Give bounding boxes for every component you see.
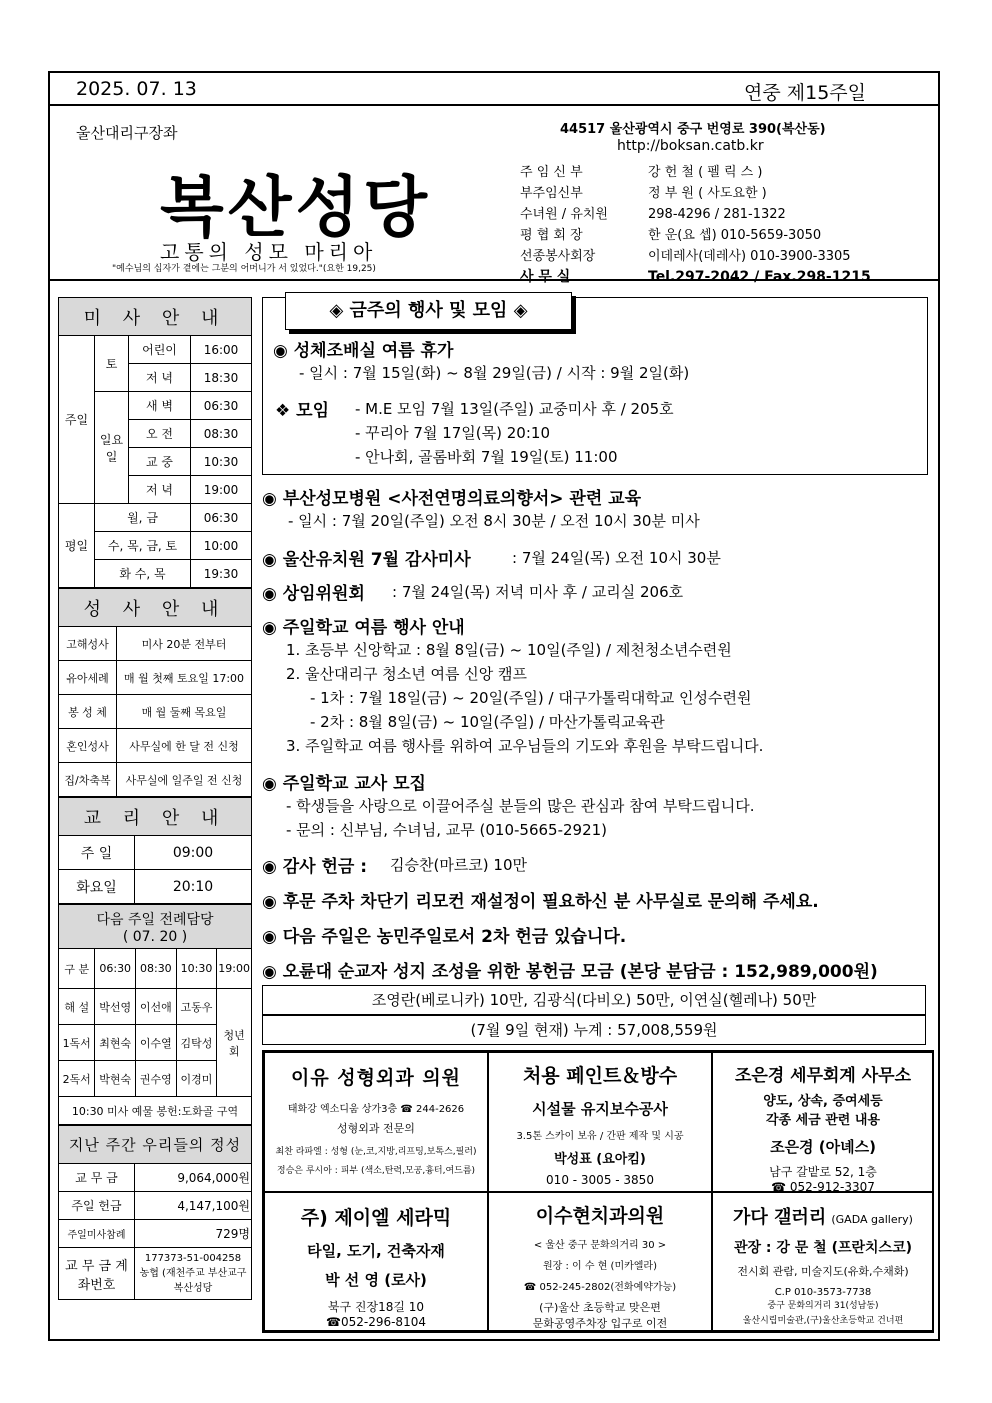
sacrament-table: 성 사 안 내 고해성사 미사 20분 전부터 유아세례 매 월 첫째 토요일 17:00 봉 성 체 매 월 둘째 목요일 혼인성사 사무실에 한 달 전 신청 집/차축복 사무실에 일주일 전 신청 xyxy=(58,588,252,797)
contact-row: 선종봉사회장 이데레사(데레사) 010-3900-3305 xyxy=(520,249,851,264)
contact-row: 평 협 회 장 한 운(요 셉) 010-5659-3050 xyxy=(520,228,822,243)
contact-row: 부주임신부 정 부 원 ( 사도요한 ) xyxy=(520,186,767,201)
contact-row: 사 무 실 Tel.297-2042 / Fax.298-1215 xyxy=(520,269,871,285)
bulletin-frame: 2025. 07. 13 연중 제15주일 울산대리구장좌 복산성당 고통의 성모 마리아 "예수님의 십자가 곁에는 그분의 어머니가 서 있었다."(요한 19,25) 44517 울산광역시 중구 번영로 390(복산동) http://boksan.catb.kr 주 임 신 부 강 헌 철 ( 펠 릭 스 ) 부주임신부 정 부 원 ( 사도요한 ) 수녀원 / 유치원 298-4296 / 281-1322 평 협 회 장 한 운(요 셉) 010-5659-3050 선종봉사회장 이데레사(데레사) 010-3900-3305 사 무 실 Tel.297-2042 / Fax.298-1215 미 사 안 내 주일 토 어린이 16:00 저 녁 18:30 일요일 새 벽 06:30 오 전 08:30 교 중 10:30 저 녁 19:00 평일 월, 금 06:30 수, 목, 금, 토 10:00 화 수, 목 19:30 성 사 안 내 고해성사 미사 20분 전부터 유아세례 매 월 첫째 토요일 17:00 봉 성 체 매 월 둘째 목요일 혼인성사 사무실에 한 달 전 신청 집/차축복 사무실에 일주일 전 신청 교 리 안 내 주 일 09:00 화요일 20:10 다음 주일 전례담당 ( 07. 20 ) 구 분 06:30 08:30 10:30 19:00 해 설 박선영 이선애 고동우 청년회 1독서 최현숙 이수열 김탁성 2독서 박현숙 권수영 이경미 10:30 미사 예물 봉헌:도화골 구역 지난 주간 우리들의 정성 교 무 금 9,064,000원 주일 헌금 4,147,100원 주일미사참례 729명 교 무 금 계좌번호 177373-51-004258 농협 (재천주교 부산교구 복산성당 ◈ 금주의 행사 및 모임 ◈ ◉ 성체조배실 여름 휴가 - 일시 : 7월 15일(화) ~ 8월 29일(금) / 시작 : 9월 2일(화) ❖ 모임 - M.E 모임 7월 13일(주일) 교중미사 후 / 205호 - 꾸리아 7월 17일(목) 20:10 - 안나회, 골롬바회 7월 19일(토) 11:00 ◉ 부산성모병원 <사전연명의료의향서> 관련 교육 - 일시 : 7월 20일(주일) 오전 8시 30분 / 오전 10시 30분 미사 ◉ 울산유치원 7월 감사미사 : 7월 24일(목) 오전 10시 30분 ◉ 상임위원회 : 7월 24일(목) 저녁 미사 후 / 교리실 206호 ◉ 주일학교 여름 행사 안내 1. 초등부 신앙학교 : 8월 8일(금) ~ 10일(주일) / 제천청소년수련원 2. 울산대리구 청소년 여름 신앙 캠프 - 1차 : 7월 18일(금) ~ 20일(주일) / 대구가톨릭대학교 인성수련원 - 2차 : 8월 8일(금) ~ 10일(주일) / 마산가톨릭교육관 3. 주일학교 여름 행사를 위하여 교우님들의 기도와 후원을 부탁드립니다. ◉ 주일학교 교사 모집 - 학생들을 사랑으로 이끌어주실 분들의 많은 관심과 참여 부탁드립니다. - 문의 : 신부님, 수녀님, 교무 (010-5665-2921) ◉ 감사 헌금 : 김승찬(마르코) 10만 ◉ 후문 주차 차단기 리모컨 재설정이 필요하신 분 사무실로 문의해 주세요. ◉ 다음 주일은 농민주일로서 2차 헌금 있습니다. ◉ 오륜대 순교자 성지 조성을 위한 봉헌금 모금 (본당 분담금 : 152,989,000원) 조영란(베로니카) 10만, 김광식(다비오) 50만, 이연실(헬레나) 50만 (7월 9일 현재) 누계 : 57,008,559원 이유 성형외과 의원 태화강 엑소디움 상가3층 ☎ 244-2626 성형외과 전문의 최찬 라파엘 : 성형 (눈,코,지방,리프팅,보톡스,필러) 정승은 루시아 : 피부 (색소,탄력,모공,흉터,여드름) 처용 페인트＆방수 시설물 유지보수공사 3.5톤 스카이 보유 / 간판 제작 및 시공 박성표 (요아킴) 010 - 3005 - 3850 조은경 세무회계 사무소 양도, 상속, 증여세등 각종 세금 관련 내용 조은경 (아녜스) 남구 갈밭로 52, 1층 ☎ 052-912-3307 주) 제이엘 세라믹 타일, 도기, 건축자재 박 선 영 (로사) 북구 진장18길 10 ☎052-296-8104 이수현치과의원 < 울산 중구 문화의거리 30 > 원장 : 이 수 현 (미카엘라) ☎ 052-245-2802(전화예약가능) (구)울산 초등학교 맞은편 문화공영주차장 입구로 이전 가다 갤러리 (GADA gallery) 관장 : 강 문 철 (프란치스코) 전시회 관람, 미술지도(유화,수채화) C.P 010-3573-7738 중구 문화의거리 31(성남동) 울산시립미술관,(구)울산초등학교 건너편 xyxy=(48,71,940,1341)
ad-tax: 조은경 세무회계 사무소 양도, 상속, 증여세등 각종 세금 관련 내용 조은경 (아녜스) 남구 갈밭로 52, 1층 ☎ 052-912-3307 xyxy=(712,1052,934,1192)
website-link[interactable]: http://boksan.catb.kr xyxy=(617,138,764,154)
ad-ceramic: 주) 제이엘 세라믹 타일, 도기, 건축자재 박 선 영 (로사) 북구 진장18길 10 ☎052-296-8104 xyxy=(264,1192,488,1331)
bulletin-date: 2025. 07. 13 xyxy=(76,78,197,100)
mass-table: 미 사 안 내 주일 토 어린이 16:00 저 녁 18:30 일요일 새 벽 06:30 오 전 08:30 교 중 10:30 저 녁 19:00 평일 월, 금 06:30 수, 목, 금, 토 10:00 화 수, 목 19:30 xyxy=(58,297,252,588)
ads-grid xyxy=(262,1050,934,1333)
events-title: ◈ 금주의 행사 및 모임 ◈ xyxy=(285,292,572,330)
contact-row: 수녀원 / 유치원 298-4296 / 281-1322 xyxy=(520,207,786,222)
top-bar xyxy=(50,73,938,106)
ad-dental: 이수현치과의원 < 울산 중구 문화의거리 30 > 원장 : 이 수 현 (미카엘라) ☎ 052-245-2802(전화예약가능) (구)울산 초등학교 맞은편 문화공영주차장 입구로 이전 xyxy=(488,1192,712,1331)
scripture-quote: "예수님의 십자가 곁에는 그분의 어머니가 서 있었다."(요한 19,25) xyxy=(112,264,376,274)
donor-list: 조영란(베로니카) 10만, 김광식(다비오) 50만, 이연실(헬레나) 50만 xyxy=(262,985,926,1015)
diocese: 울산대리구장좌 xyxy=(76,124,178,142)
donation-total: (7월 9일 현재) 누계 : 57,008,559원 xyxy=(262,1015,926,1045)
ad-gallery: 가다 갤러리 (GADA gallery) 관장 : 강 문 철 (프란치스코) 전시회 관람, 미술지도(유화,수채화) C.P 010-3573-7738 중구 문화의거리 31(성남동) 울산시립미술관,(구)울산초등학교 건너편 xyxy=(712,1192,934,1331)
church-name: 복산성당 xyxy=(160,168,432,246)
catechism-table: 교 리 안 내 주 일 09:00 화요일 20:10 xyxy=(58,797,252,904)
offering-table: 지난 주간 우리들의 정성 교 무 금 9,064,000원 주일 헌금 4,147,100원 주일미사참례 729명 교 무 금 계좌번호 177373-51-004258 농협 (재천주교 부산교구 복산성당 xyxy=(58,1125,252,1300)
contact-row: 주 임 신 부 강 헌 철 ( 펠 릭 스 ) xyxy=(520,165,763,180)
address: 44517 울산광역시 중구 번영로 390(복산동) xyxy=(560,122,826,137)
info-sidebar xyxy=(58,297,252,1300)
masthead xyxy=(50,106,938,285)
liturgical-week: 연중 제15주일 xyxy=(744,82,866,104)
liturgy-table: 다음 주일 전례담당 ( 07. 20 ) 구 분 06:30 08:30 10:30 19:00 해 설 박선영 이선애 고동우 청년회 1독서 최현숙 이수열 김탁성 2독서 박현숙 권수영 이경미 10:30 미사 예물 봉헌:도화골 구역 xyxy=(58,904,252,1125)
ad-paint: 처용 페인트＆방수 시설물 유지보수공사 3.5톤 스카이 보유 / 간판 제작 및 시공 박성표 (요아킴) 010 - 3005 - 3850 xyxy=(488,1052,712,1192)
patron: 고통의 성모 마리아 xyxy=(160,240,378,264)
events-box: ◈ 금주의 행사 및 모임 ◈ ◉ 성체조배실 여름 휴가 - 일시 : 7월 15일(화) ~ 8월 29일(금) / 시작 : 9월 2일(화) ❖ 모임 - M.E 모임 7월 13일(주일) 교중미사 후 / 205호 - 꾸리아 7월 17일(목) 20:10 - 안나회, 골롬바회 7월 19일(토) 11:00 xyxy=(262,297,928,475)
ad-clinic: 이유 성형외과 의원 태화강 엑소디움 상가3층 ☎ 244-2626 성형외과 전문의 최찬 라파엘 : 성형 (눈,코,지방,리프팅,보톡스,필러) 정승은 루시아 : 피부 (색소,탄력,모공,흉터,여드름) xyxy=(264,1052,488,1192)
mass-title: 미 사 안 내 xyxy=(59,298,252,336)
